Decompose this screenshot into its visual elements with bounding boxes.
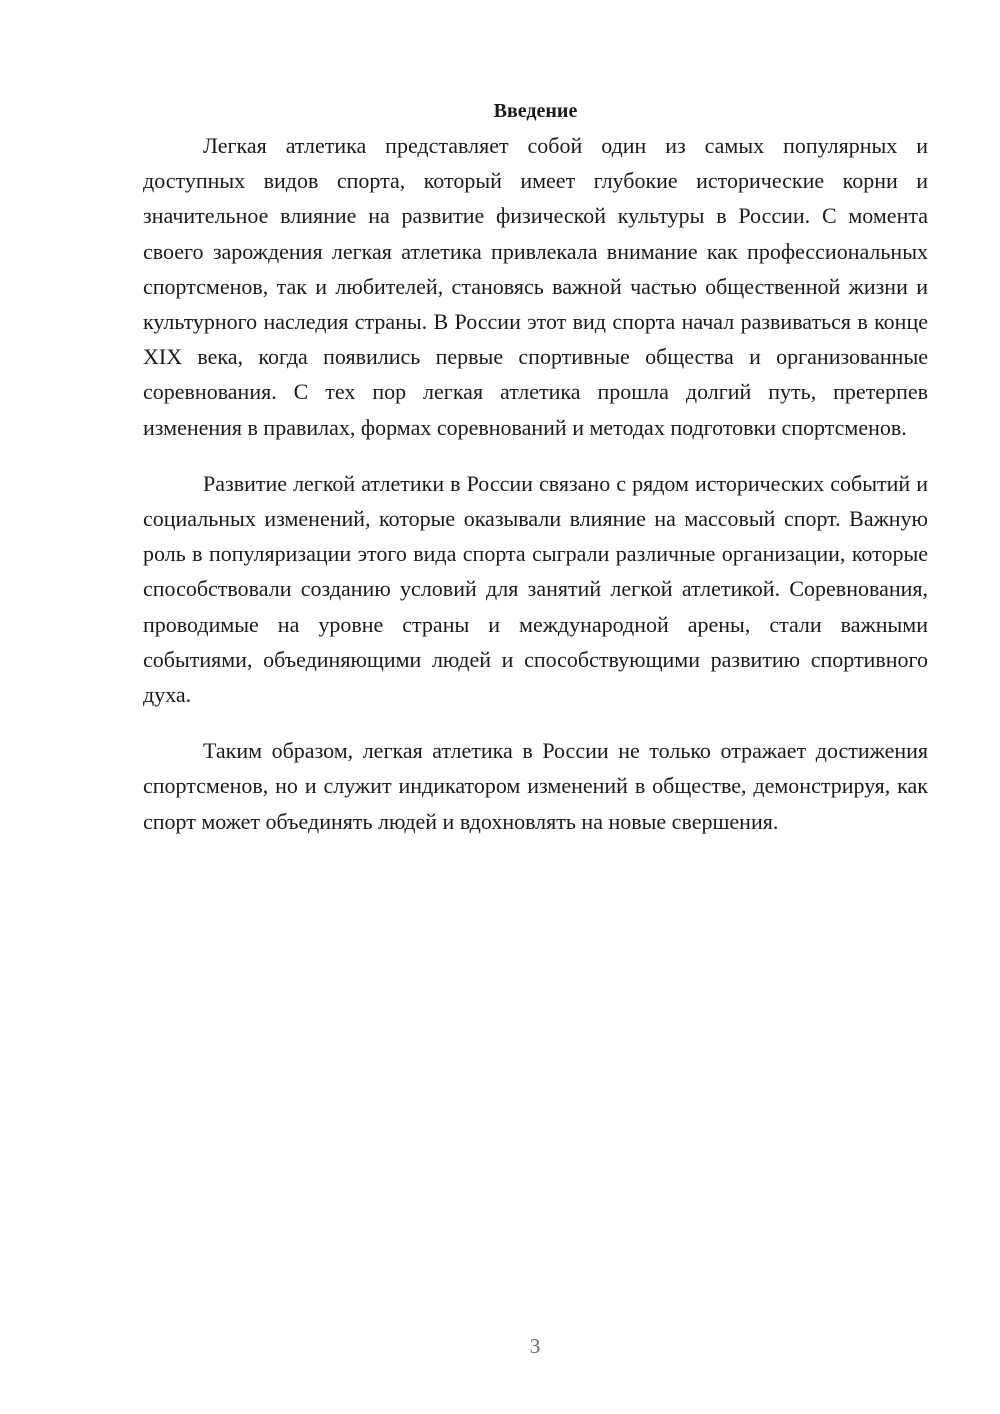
paragraph: Таким образом, легкая атлетика в России не только отражает достижения спортсменов, но и служит индикатором изменений в обществе, демонстрируя, как спорт может объединять людей и вдохновлять на новые свершения.	[143, 738, 928, 834]
section-heading: Введение	[493, 100, 578, 122]
paragraph: Развитие легкой атлетики в России связано с рядом исторических событий и социальных изменений, которые оказывали влияние на массовый спорт. Важную роль в популяризации этого вида спорта сыграли различные организации, которые способствовали созданию условий для занятий легкой атлетикой. Соревнования, проводимые на уровне страны и международной арены, стали важными событиями, объединяющими людей и способствующими развитию спортивного духа.	[143, 470, 928, 708]
paragraph: Легкая атлетика представляет собой один из самых популярных и доступных видов спорта, который имеет глубокие исторические корни и значительное влияние на развитие физической культуры в России. С момента своего зарождения легкая атлетика привлекала внимание как профессиональных спортсменов, так и любителей, становясь важной частью общественной жизни и культурного наследия страны. В России этот вид спорта начал развиваться в конце XIX века, когда появились первые спортивные общества и организованные соревнования. С тех пор легкая атлетика прошла долгий путь, претерпев изменения в правилах, формах соревнований и методах подготовки спортсменов.	[143, 133, 928, 440]
page-number: 3	[529, 1334, 541, 1358]
page-content	[143, 96, 928, 839]
